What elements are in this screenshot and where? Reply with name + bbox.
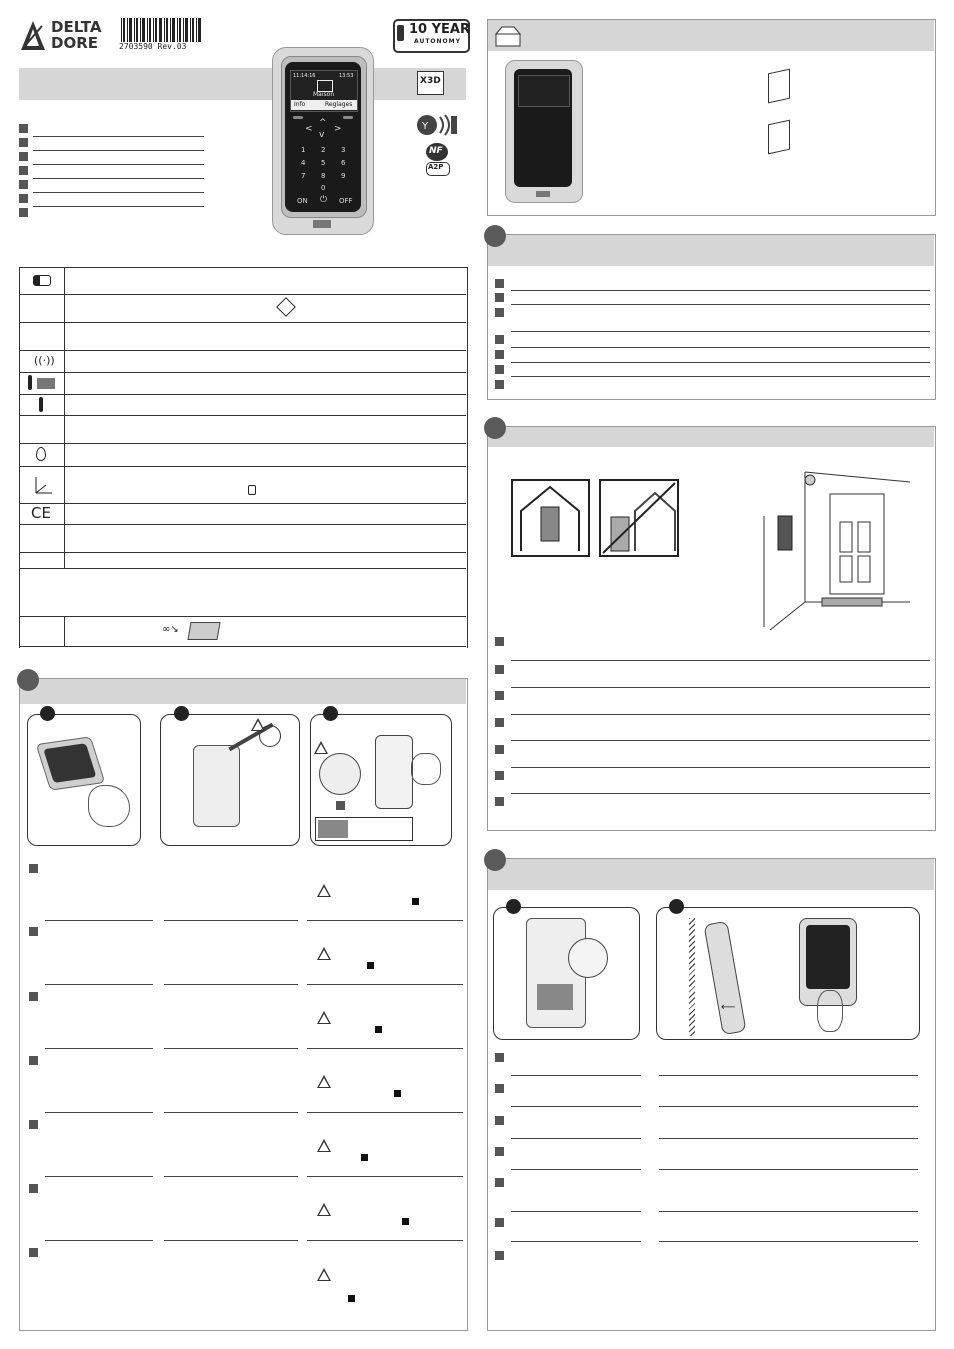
- keypad-side-illustration: [703, 921, 746, 1035]
- step-panel-3: [310, 714, 452, 846]
- key-off[interactable]: OFF: [339, 197, 353, 205]
- list-bullet: [495, 745, 504, 754]
- nav-right-icon[interactable]: >: [334, 124, 342, 134]
- keypad-brand-plate: [313, 220, 331, 228]
- list-rule: [164, 920, 298, 921]
- list-rule: [511, 347, 930, 348]
- list-rule: [659, 1075, 918, 1076]
- table-row: [19, 444, 466, 467]
- list-bullet: [29, 1184, 38, 1193]
- section-1-number: [17, 669, 39, 691]
- svg-text:Y: Y: [422, 121, 429, 132]
- keypad-product-image: [272, 47, 374, 235]
- softkey-right[interactable]: [343, 116, 353, 119]
- table-icon-cell: [19, 553, 65, 568]
- barcode-icon: [119, 18, 203, 42]
- document-icon: [768, 120, 790, 155]
- list-bullet: [495, 797, 504, 806]
- diamond-icon: [276, 297, 296, 317]
- list-rule: [511, 740, 930, 741]
- key-6[interactable]: 6: [341, 159, 346, 167]
- battery-icon: [33, 275, 51, 286]
- list-bullet: [495, 637, 504, 646]
- nav-left-icon[interactable]: <: [305, 124, 313, 134]
- list-rule: [307, 1048, 463, 1049]
- crossed-out-icon: [601, 481, 677, 555]
- table-icon-cell: [19, 295, 65, 322]
- step-panel-4b: [656, 907, 920, 1040]
- section-4-number: [484, 849, 506, 871]
- step-circle-2: [174, 706, 189, 721]
- list-rule: [511, 1138, 641, 1139]
- small-device-icon: [248, 485, 256, 495]
- table-row: [19, 553, 466, 569]
- list-rule: [164, 1176, 298, 1177]
- list-rule: [164, 984, 298, 985]
- list-rule: [33, 136, 204, 137]
- list-rule: [45, 1176, 153, 1177]
- list-bullet: [495, 308, 504, 317]
- callout-square: [348, 1295, 355, 1302]
- list-rule: [511, 331, 930, 332]
- list-rule: [511, 1169, 641, 1170]
- nav-up-icon[interactable]: ^: [319, 118, 327, 128]
- door-wall-mount-illustration: [750, 462, 910, 630]
- list-bullet: [29, 1120, 38, 1129]
- table-row: [19, 373, 466, 395]
- list-rule: [511, 290, 930, 291]
- list-bullet: [19, 180, 28, 189]
- brand-logo: [20, 19, 102, 53]
- key-9[interactable]: 9: [341, 172, 346, 180]
- list-rule: [164, 1112, 298, 1113]
- document-icon: [768, 69, 790, 104]
- brand-line1: DELTA: [51, 18, 102, 36]
- key-7[interactable]: 7: [301, 172, 306, 180]
- key-2[interactable]: 2: [321, 146, 326, 154]
- table-icon-cell: [19, 617, 65, 646]
- list-rule: [659, 1138, 918, 1139]
- list-rule: [659, 1106, 918, 1107]
- section-2-number: [484, 225, 506, 247]
- table-row: [19, 267, 466, 295]
- title-bar: [19, 68, 466, 100]
- table-row: [19, 467, 466, 504]
- wall-mount-illustration: [193, 745, 240, 827]
- battery-icon: [397, 25, 404, 41]
- list-bullet: [19, 166, 28, 175]
- key-5[interactable]: 5: [321, 159, 326, 167]
- dimensions-axes-icon: [32, 475, 54, 497]
- list-rule: [307, 920, 463, 921]
- list-bullet: [495, 1147, 504, 1156]
- a2p-label: A2P: [428, 163, 444, 171]
- table-row: [19, 295, 466, 323]
- hand-illustration: [817, 990, 843, 1032]
- glasses-icon: ∞↘: [162, 624, 179, 635]
- step-panel-4a: [493, 907, 640, 1040]
- table-row: [19, 395, 466, 416]
- table-icon-cell: [19, 525, 65, 552]
- list-rule: [33, 164, 204, 165]
- radio-certification-badge: [416, 113, 460, 137]
- step-panel-1: [27, 714, 141, 846]
- battery-badge-line2: AUTONOMY: [414, 38, 461, 45]
- screen-time-right: 13:53: [339, 73, 354, 79]
- screen-title: Maison: [313, 91, 335, 98]
- manual-icon: [187, 622, 220, 640]
- list-bullet: [495, 665, 504, 674]
- list-rule: [164, 1048, 298, 1049]
- list-bullet: [495, 771, 504, 780]
- house-icon: [513, 481, 588, 555]
- list-rule: [45, 920, 153, 921]
- menu-info[interactable]: Info: [294, 101, 306, 108]
- section-2-header: [488, 235, 934, 266]
- section-3-header: [488, 427, 934, 447]
- hand-illustration: [411, 753, 441, 785]
- arrow-icon: ⟵: [721, 1002, 736, 1013]
- table-row: [19, 323, 466, 351]
- list-rule: [45, 1240, 153, 1241]
- keypad-screen: [290, 70, 358, 112]
- callout-square: [394, 1090, 401, 1097]
- section-3-number: [484, 417, 506, 439]
- list-bullet: [495, 1116, 504, 1125]
- list-rule: [307, 1176, 463, 1177]
- list-bullet: [495, 293, 504, 302]
- radio-signal-icon: ((·)): [34, 354, 55, 367]
- list-bullet: [29, 992, 38, 1001]
- a2p-badge: [426, 162, 450, 176]
- list-rule: [307, 1240, 463, 1241]
- list-bullet: [19, 124, 28, 133]
- list-rule: [511, 376, 930, 377]
- screen-menu-bar: [291, 100, 357, 110]
- keypad-product-small: [505, 60, 583, 203]
- list-bullet: [495, 365, 504, 374]
- step-panel-2: [160, 714, 300, 846]
- thermometer-icon: [28, 375, 32, 390]
- list-bullet: [29, 1248, 38, 1257]
- section-1-header: [20, 679, 466, 704]
- nav-down-icon[interactable]: v: [319, 130, 325, 140]
- list-rule: [511, 1106, 641, 1107]
- list-rule: [164, 1240, 298, 1241]
- list-bullet: [29, 927, 38, 936]
- list-rule: [33, 206, 204, 207]
- thermometer-icon: [39, 397, 43, 412]
- brand-line2: DORE: [51, 34, 98, 52]
- wall-hatch: [689, 918, 695, 1036]
- x3d-label: X3D: [420, 76, 441, 86]
- callout-square: [336, 801, 345, 810]
- list-rule: [511, 767, 930, 768]
- list-rule: [307, 984, 463, 985]
- list-bullet: [495, 718, 504, 727]
- list-rule: [511, 793, 930, 794]
- callout-square: [361, 1154, 368, 1161]
- list-bullet: [495, 691, 504, 700]
- barcode-text: 2703590 Rev.03: [119, 42, 187, 51]
- list-rule: [511, 714, 930, 715]
- warning-triangle-icon: [317, 1011, 331, 1024]
- table-row: [19, 504, 466, 525]
- battery-badge: [393, 19, 470, 53]
- outdoor-forbidden-illustration: [599, 479, 679, 557]
- key-8[interactable]: 8: [321, 172, 326, 180]
- list-bullet: [495, 335, 504, 344]
- backplate-illustration: [375, 735, 413, 809]
- step-circle-3: [323, 706, 338, 721]
- key-3[interactable]: 3: [341, 146, 346, 154]
- screw-types-box: [315, 817, 413, 841]
- list-rule: [511, 1241, 641, 1242]
- list-bullet: [29, 1056, 38, 1065]
- keypad-face: [285, 62, 361, 212]
- step-circle-4a: [506, 899, 521, 914]
- key-4[interactable]: 4: [301, 159, 306, 167]
- power-icon[interactable]: ⏻: [320, 195, 328, 205]
- softkey-left[interactable]: [293, 116, 303, 119]
- list-rule: [511, 304, 930, 305]
- list-bullet: [495, 1178, 504, 1187]
- table-row: [19, 569, 466, 617]
- table-icon-cell: [19, 416, 65, 443]
- callout-square: [367, 962, 374, 969]
- delta-logo-icon: [20, 20, 46, 52]
- rotate-icon: [259, 725, 281, 747]
- list-bullet: [495, 350, 504, 359]
- barcode: [119, 18, 203, 52]
- humidity-drop-icon: [36, 447, 46, 461]
- warning-triangle-icon: [314, 741, 328, 754]
- nf-label: NF: [429, 146, 443, 156]
- list-rule: [659, 1211, 918, 1212]
- zoom-circle-illustration: [319, 753, 361, 795]
- list-bullet: [495, 380, 504, 389]
- keypad-screen-small: [518, 75, 570, 107]
- list-bullet: [495, 279, 504, 288]
- wireless-signal-icon: [416, 113, 460, 137]
- callout-square: [412, 898, 419, 905]
- list-bullet: [495, 1251, 504, 1260]
- list-rule: [511, 362, 930, 363]
- callout-square: [402, 1218, 409, 1225]
- list-rule: [33, 192, 204, 193]
- list-bullet: [19, 152, 28, 161]
- list-rule: [511, 687, 930, 688]
- indoor-ok-illustration: [511, 479, 590, 557]
- battery-badge-line1: 10 YEAR: [409, 22, 470, 37]
- key-0[interactable]: 0: [321, 184, 326, 192]
- box-icon: [37, 378, 55, 389]
- step-circle-1: [40, 706, 55, 721]
- box-contents-header: [488, 20, 934, 51]
- list-bullet: [19, 194, 28, 203]
- list-rule: [511, 660, 930, 661]
- list-bullet: [29, 864, 38, 873]
- list-bullet: [495, 1218, 504, 1227]
- list-rule: [33, 150, 204, 151]
- warning-triangle-icon: [317, 884, 331, 897]
- list-bullet: [495, 1053, 504, 1062]
- list-rule: [659, 1169, 918, 1170]
- key-1[interactable]: 1: [301, 146, 306, 154]
- warning-triangle-icon: [317, 1268, 331, 1281]
- warning-triangle-icon: [317, 1139, 331, 1152]
- table-row: [19, 416, 466, 444]
- key-on[interactable]: ON: [297, 197, 308, 205]
- zoom-circle-illustration: [568, 938, 608, 978]
- warning-triangle-icon: [317, 947, 331, 960]
- list-rule: [511, 1075, 641, 1076]
- list-bullet: [495, 1084, 504, 1093]
- step-circle-4b: [669, 899, 684, 914]
- open-box-icon: [492, 24, 524, 48]
- table-row: [19, 351, 466, 373]
- list-rule: [33, 178, 204, 179]
- x3d-badge: [417, 71, 444, 95]
- list-bullet: [19, 138, 28, 147]
- screen-time-left: 11:14:16: [293, 73, 316, 79]
- hand-illustration: [88, 785, 130, 827]
- warning-triangle-icon: [317, 1075, 331, 1088]
- callout-square: [375, 1026, 382, 1033]
- warning-triangle-icon: [317, 1203, 331, 1216]
- list-rule: [511, 1211, 641, 1212]
- keypad-tilt-illustration: [36, 736, 106, 790]
- keypad-brand-plate: [536, 191, 550, 197]
- menu-settings[interactable]: Reglages: [325, 101, 353, 108]
- table-row: [19, 525, 466, 553]
- list-rule: [45, 984, 153, 985]
- list-rule: [45, 1112, 153, 1113]
- keypad-face-small: [514, 69, 572, 187]
- list-rule: [659, 1241, 918, 1242]
- table-row: [19, 617, 466, 647]
- table-icon-cell: [19, 323, 65, 350]
- list-rule: [307, 1112, 463, 1113]
- list-rule: [45, 1048, 153, 1049]
- list-bullet: [19, 208, 28, 217]
- ce-mark-icon: CE: [31, 504, 51, 522]
- nf-badge: [426, 143, 448, 161]
- section-4-header: [488, 859, 934, 890]
